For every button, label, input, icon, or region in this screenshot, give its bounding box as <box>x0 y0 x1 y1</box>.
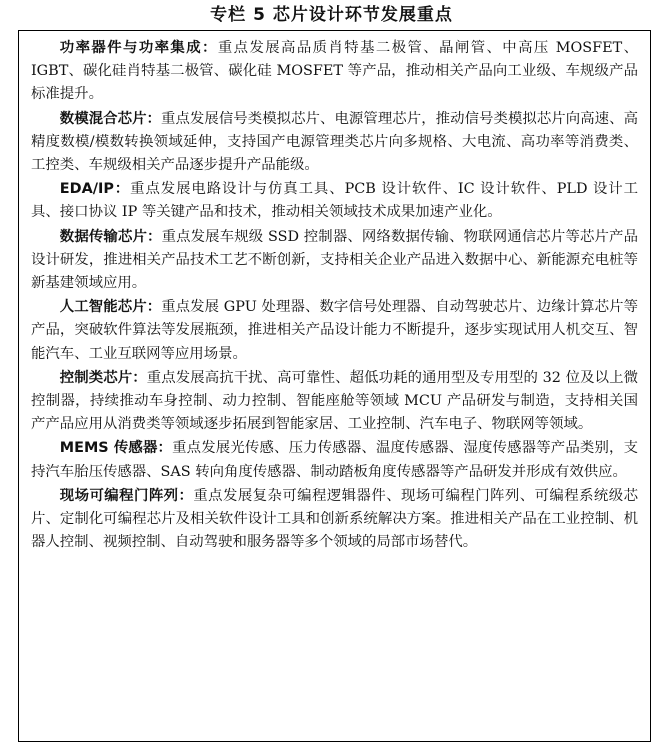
item-text: 重点发展 GPU 处理器、数字信号处理器、自动驾驶芯片、边缘计算芯片等产品，突破软件算法等发展瓶颈，推进相关产品设计能力不断提升，逐步实现试用人机交互、智能汽车、工业互联网等应用场景。 <box>31 299 638 362</box>
item-heading: 数据传输芯片： <box>59 228 162 245</box>
item-control-chips <box>31 367 638 437</box>
item-text: 重点发展电路设计与仿真工具、PCB 设计软件、IC 设计软件、PLD 设计工具、接口协议 IP 等关键产品和技术，推动相关领域技术成果加速产业化。 <box>31 181 639 221</box>
item-eda-ip <box>31 178 638 224</box>
item-text: 重点发展车规级 SSD 控制器、网络数据传输、物联网通信芯片等芯片产品设计研发，推进相关产品技术工艺不断创新，支持相关企业产品进入数据中心、新能源充电桩等新基建领域应用。 <box>31 228 638 292</box>
item-text: 重点发展复杂可编程逻辑器件、现场可编程门阵列、可编程系统级芯片、定制化可编程芯片及相关软件设计工具和创新系统解决方案。推进相关产品在工业控制、机器人控制、视频控制、自动驾驶和服务器等多个领域的局部市场替代。 <box>31 487 638 551</box>
item-text: 重点发展高抗干扰、高可靠性、超低功耗的通用型及专用型的 32 位及以上微控制器，持续推动车身控制、动力控制、智能座舱等领域 MCU 产品研发与制造，支持相关国产产品应用从消费类等领域逐步拓展到智能家居、工业控制、汽车电子、物联网等领域。 <box>31 369 638 433</box>
item-heading: MEMS 传感器： <box>59 440 173 457</box>
item-fpga <box>31 485 638 555</box>
item-heading: 人工智能芯片： <box>59 299 162 316</box>
column-title: 专栏 5 芯片设计环节发展重点 <box>210 5 453 25</box>
item-heading: EDA/IP： <box>59 181 131 198</box>
item-heading: 现场可编程门阵列： <box>59 487 194 504</box>
column-box <box>18 30 651 742</box>
item-heading: 功率器件与功率集成： <box>59 40 218 56</box>
item-data-transmission <box>31 226 638 296</box>
item-mixed-signal <box>31 108 638 178</box>
item-power-devices <box>31 37 638 107</box>
item-text: 重点发展信号类模拟芯片、电源管理芯片，推动信号类模拟芯片向高速、高精度数模/模数转换领域延伸，支持国产电源管理类芯片向多规格、大电流、高功率等消费类、工控类、车规级相关产品逐步提升产品能级。 <box>31 110 638 174</box>
item-text: 重点发展光传感、压力传感器、温度传感器、湿度传感器等产品类别，支持汽车胎压传感器、SAS 转向角度传感器、制动踏板角度传感器等产品研发并形成有效供应。 <box>31 440 638 480</box>
item-heading: 数模混合芯片： <box>59 110 161 127</box>
item-ai-chips <box>31 296 638 366</box>
item-heading: 控制类芯片： <box>59 369 147 386</box>
item-mems-sensors <box>31 437 638 483</box>
item-text: 重点发展高品质肖特基二极管、晶闸管、中高压 MOSFET、IGBT、碳化硅肖特基二极管、碳化硅 MOSFET 等产品，推动相关产品向工业级、车规级产品标准提升。 <box>31 40 638 103</box>
